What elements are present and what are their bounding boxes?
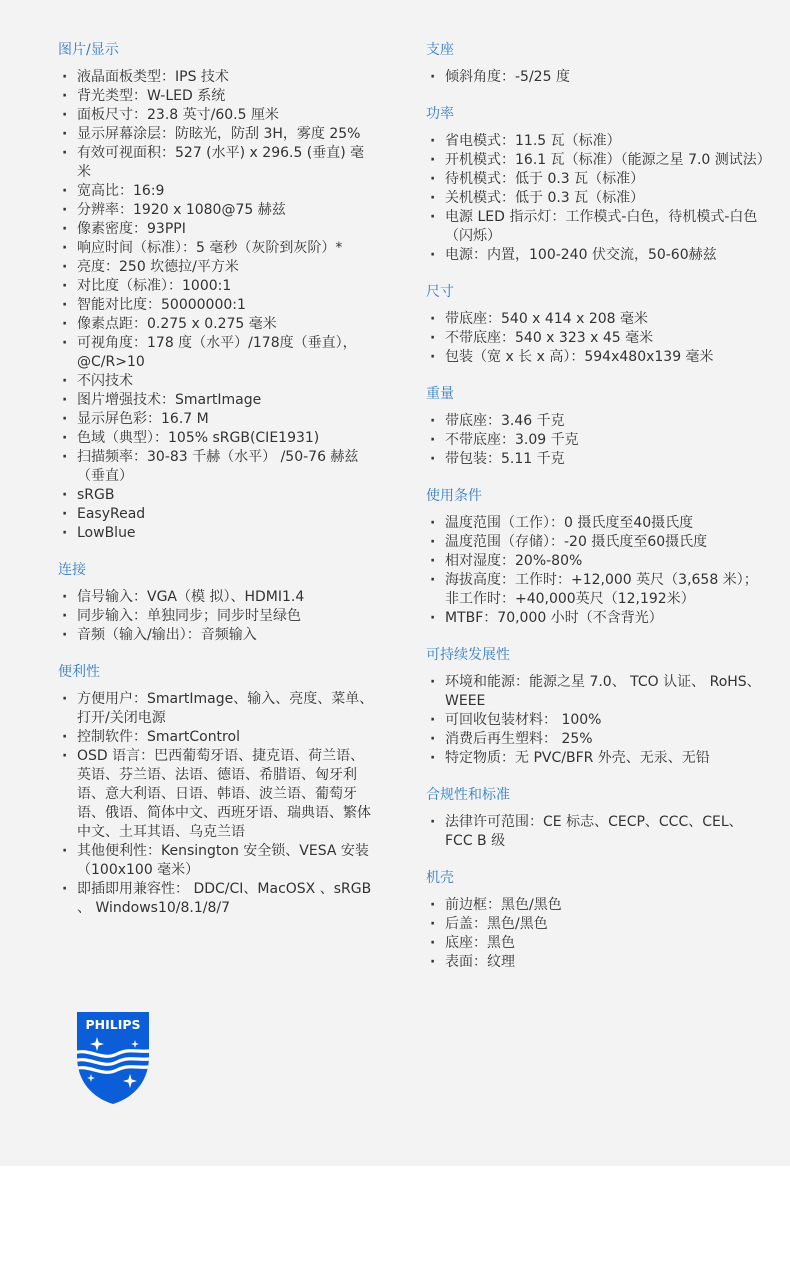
spec-list: [426, 310, 766, 367]
spec-item: · 温度范围（存储）：-20 摄氏度至60摄氏度: [426, 533, 766, 552]
spec-item: · 带底座：540 x 414 x 208 毫米: [426, 310, 766, 329]
spec-item: · 液晶面板类型：IPS 技术: [58, 68, 378, 87]
spec-section: [426, 282, 766, 367]
spec-item: · MTBF：70,000 小时（不含背光）: [426, 609, 766, 628]
spec-item: · 环境和能源：能源之星 7.0、 TCO 认证、 RoHS、 WEEE: [426, 673, 766, 711]
spec-item: · 有效可视面积：527 (水平) x 296.5 (垂直) 毫米: [58, 144, 378, 182]
spec-item: · 其他便利性：Kensington 安全锁、VESA 安装（100x100 毫米）: [58, 842, 378, 880]
spec-item: · 像素点距：0.275 x 0.275 毫米: [58, 315, 378, 334]
spec-section: [426, 868, 766, 972]
spec-item: · 不带底座：540 x 323 x 45 毫米: [426, 329, 766, 348]
spec-list: [426, 813, 766, 851]
spec-item: · 法律许可范围：CE 标志、CECP、CCC、CEL、 FCC B 级: [426, 813, 766, 851]
spec-section: [426, 104, 771, 265]
section-title: 便利性: [58, 664, 100, 680]
spec-list: [58, 690, 378, 918]
spec-list: [426, 68, 766, 87]
philips-logo: [75, 1010, 151, 1106]
spec-section: [58, 662, 378, 918]
spec-item: · 显示屏幕涂层：防眩光，防刮 3H，雾度 25%: [58, 125, 378, 144]
spec-section: [426, 40, 766, 87]
section-title: 连接: [58, 562, 86, 578]
logo-brand-text: PHILIPS: [85, 1017, 141, 1032]
spec-item: · 海拔高度：工作时：+12,000 英尺（3,658 米）；非工作时：+40,000英尺（12,192米）: [426, 571, 766, 609]
left-column: [58, 40, 378, 935]
spec-item: · 倾斜角度：-5/25 度: [426, 68, 766, 87]
spec-item: · 不闪技术: [58, 372, 378, 391]
spec-list: [58, 68, 378, 543]
section-title: 功率: [426, 106, 454, 122]
spec-item: · 即插即用兼容性： DDC/CI、MacOSX 、sRGB 、 Windows10/8.1/8/7: [58, 880, 378, 918]
spec-list: [426, 132, 771, 265]
spec-section: [58, 40, 378, 543]
section-title: 重量: [426, 386, 454, 402]
spec-section: [426, 785, 766, 851]
spec-item: · 分辨率：1920 x 1080@75 赫兹: [58, 201, 378, 220]
spec-item: · 消费后再生塑料： 25%: [426, 730, 766, 749]
spec-item: · LowBlue: [58, 524, 378, 543]
spec-item: · 可视角度：178 度（水平）/178度（垂直），@C/R>10: [58, 334, 378, 372]
right-column: [426, 40, 771, 989]
section-title: 尺寸: [426, 284, 454, 300]
section-title: 图片/显示: [58, 42, 119, 58]
spec-item: · 电源 LED 指示灯：工作模式-白色，待机模式-白色（闪烁）: [426, 208, 766, 246]
spec-item: · EasyRead: [58, 505, 378, 524]
spec-item: · OSD 语言：巴西葡萄牙语、捷克语、荷兰语、英语、芬兰语、法语、德语、希腊语、匈牙利语、意大利语、日语、韩语、波兰语、葡萄牙语、俄语、简体中文、西班牙语、瑞典语、繁体中文、土耳其语、乌克兰语: [58, 747, 378, 842]
spec-item: · 开机模式：16.1 瓦（标准）（能源之星 7.0 测试法）: [426, 151, 766, 170]
spec-item: · sRGB: [58, 486, 378, 505]
spec-list: [426, 673, 766, 768]
spec-item: · 像素密度：93PPI: [58, 220, 378, 239]
spec-item: · 带包装：5.11 千克: [426, 450, 766, 469]
spec-item: · 同步输入：单独同步；同步时呈绿色: [58, 607, 378, 626]
spec-item: · 对比度（标准）：1000:1: [58, 277, 378, 296]
section-title: 机壳: [426, 870, 454, 886]
spec-item: · 电源：内置，100-240 伏交流，50-60赫兹: [426, 246, 766, 265]
spec-item: · 相对湿度：20%-80%: [426, 552, 766, 571]
spec-item: · 图片增强技术：SmartImage: [58, 391, 378, 410]
spec-item: · 信号输入：VGA（模 拟）、HDMI1.4: [58, 588, 378, 607]
spec-section: [426, 384, 766, 469]
spec-list: [426, 896, 766, 972]
spec-item: · 不带底座：3.09 千克: [426, 431, 766, 450]
spec-list: [426, 514, 766, 628]
spec-item: · 温度范围（工作）：0 摄氏度至40摄氏度: [426, 514, 766, 533]
spec-item: · 特定物质：无 PVC/BFR 外壳、无汞、无铅: [426, 749, 766, 768]
spec-item: · 前边框：黑色/黑色: [426, 896, 766, 915]
spec-section: [426, 645, 766, 768]
spec-item: · 关机模式：低于 0.3 瓦（标准）: [426, 189, 766, 208]
spec-item: · 方便用户：SmartImage、输入、亮度、菜单、打开/关闭电源: [58, 690, 378, 728]
spec-item: · 省电模式：11.5 瓦（标准）: [426, 132, 766, 151]
spec-item: · 色域（典型）：105% sRGB(CIE1931): [58, 429, 378, 448]
spec-item: · 控制软件：SmartControl: [58, 728, 378, 747]
spec-item: · 响应时间（标准）：5 毫秒（灰阶到灰阶）*: [58, 239, 378, 258]
spec-item: · 扫描频率：30-83 千赫（水平） /50-76 赫兹（垂直）: [58, 448, 378, 486]
section-title: 使用条件: [426, 488, 482, 504]
spec-item: · 可回收包装材料： 100%: [426, 711, 766, 730]
spec-item: · 显示屏色彩：16.7 M: [58, 410, 378, 429]
spec-item: · 包装（宽 x 长 x 高）：594x480x139 毫米: [426, 348, 766, 367]
spec-item: · 带底座：3.46 千克: [426, 412, 766, 431]
spec-list: [426, 412, 766, 469]
spec-item: · 亮度：250 坎德拉/平方米: [58, 258, 378, 277]
spec-section: [426, 486, 766, 628]
section-title: 支座: [426, 42, 454, 58]
spec-item: · 音频（输入/输出）：音频输入: [58, 626, 378, 645]
spec-item: · 宽高比：16:9: [58, 182, 378, 201]
spec-item: · 后盖：黑色/黑色: [426, 915, 766, 934]
spec-item: · 底座：黑色: [426, 934, 766, 953]
spec-item: · 待机模式：低于 0.3 瓦（标准）: [426, 170, 766, 189]
spec-item: · 背光类型：W-LED 系统: [58, 87, 378, 106]
spec-item: · 面板尺寸：23.8 英寸/60.5 厘米: [58, 106, 378, 125]
section-title: 可持续发展性: [426, 647, 510, 663]
spec-section: [58, 560, 378, 645]
spec-item: · 智能对比度：50000000:1: [58, 296, 378, 315]
spec-item: · 表面：纹理: [426, 953, 766, 972]
section-title: 合规性和标准: [426, 787, 510, 803]
spec-list: [58, 588, 378, 645]
